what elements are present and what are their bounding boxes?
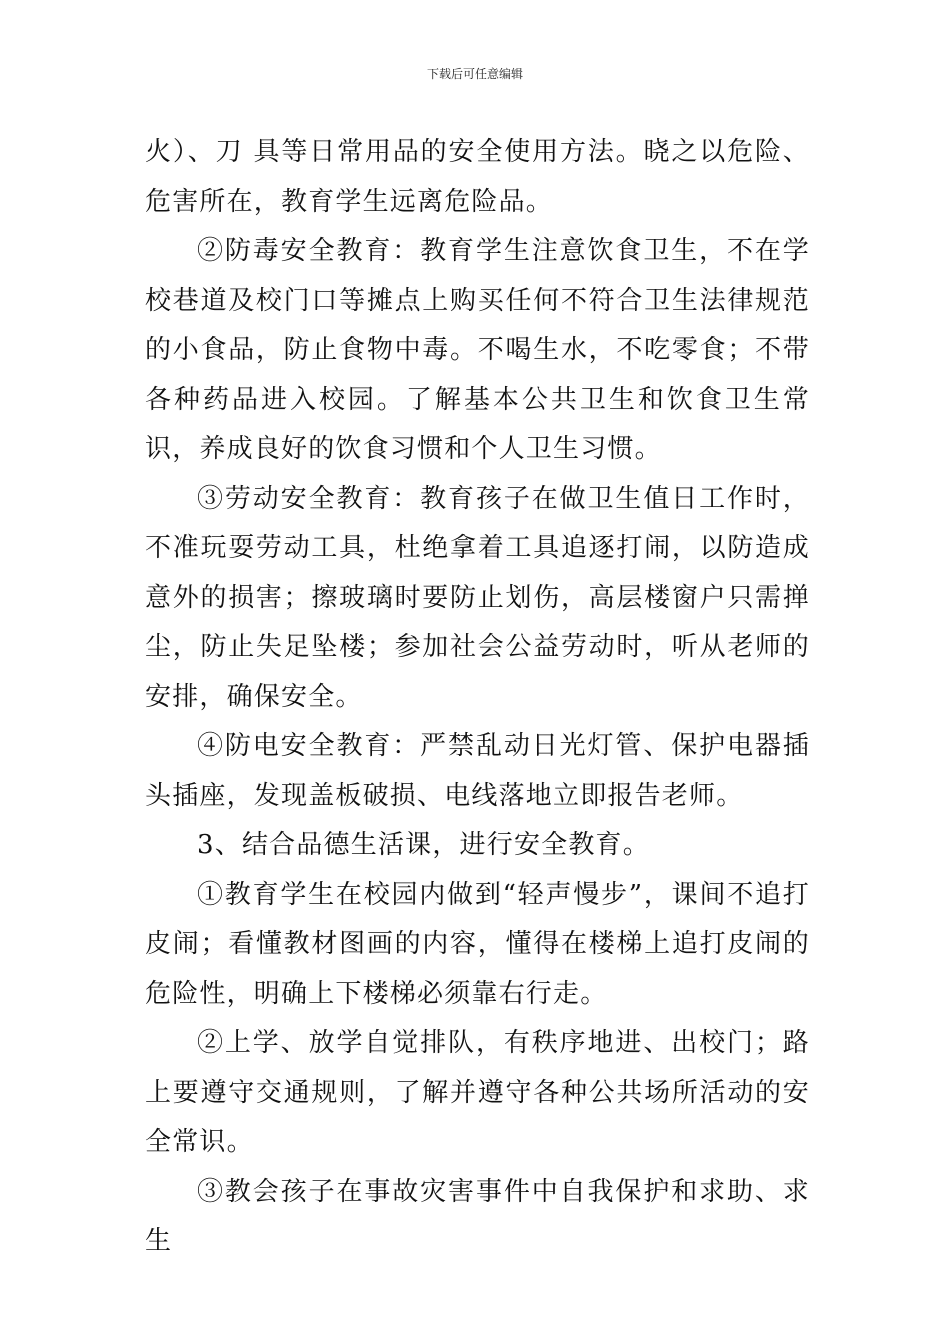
paragraph: ①教育学生在校园内做到“轻声慢步”，课间不追打皮闹；看懂教材图画的内容，懂得在楼梯上追打皮闹的危险性，明确上下楼梯必须靠右行走。: [145, 879, 810, 1009]
paragraph: 火）、刀 具等日常用品的安全使用方法。晓之以危险、危害所在，教育学生远离危险品。: [145, 137, 810, 217]
paragraph: ③劳动安全教育：教育孩子在做卫生值日工作时，不准玩耍劳动工具，杜绝拿着工具追逐打闹，以防造成意外的损害；擦玻璃时要防止划伤，高层楼窗户只需掸尘，防止失足坠楼；参加社会公益劳动时，听从老师的安排，确保安全。: [145, 483, 810, 712]
section-heading: 3、结合品德生活课，进行安全教育。: [197, 830, 650, 860]
paragraph: ③教会孩子在事故灾害事件中自我保护和求助、求生: [145, 1176, 810, 1256]
paragraph: ②上学、放学自觉排队，有秩序地进、出校门；路上要遵守交通规则，了解并遵守各种公共场所活动的安全常识。: [145, 1028, 810, 1157]
document-body: [145, 128, 810, 1267]
paragraph: ②防毒安全教育：教育学生注意饮食卫生，不在学校巷道及校门口等摊点上购买任何不符合卫生法律规范的小食品，防止食物中毒。不喝生水，不吃零食；不带各种药品进入校园。了解基本公共卫生和饮食卫生常识，养成良好的饮食习惯和个人卫生习惯。: [145, 236, 810, 464]
paragraph: ④防电安全教育：严禁乱动日光灯管、保护电器插头插座，发现盖板破损、电线落地立即报告老师。: [145, 731, 810, 811]
page-header: 下载后可任意编辑: [426, 67, 523, 81]
